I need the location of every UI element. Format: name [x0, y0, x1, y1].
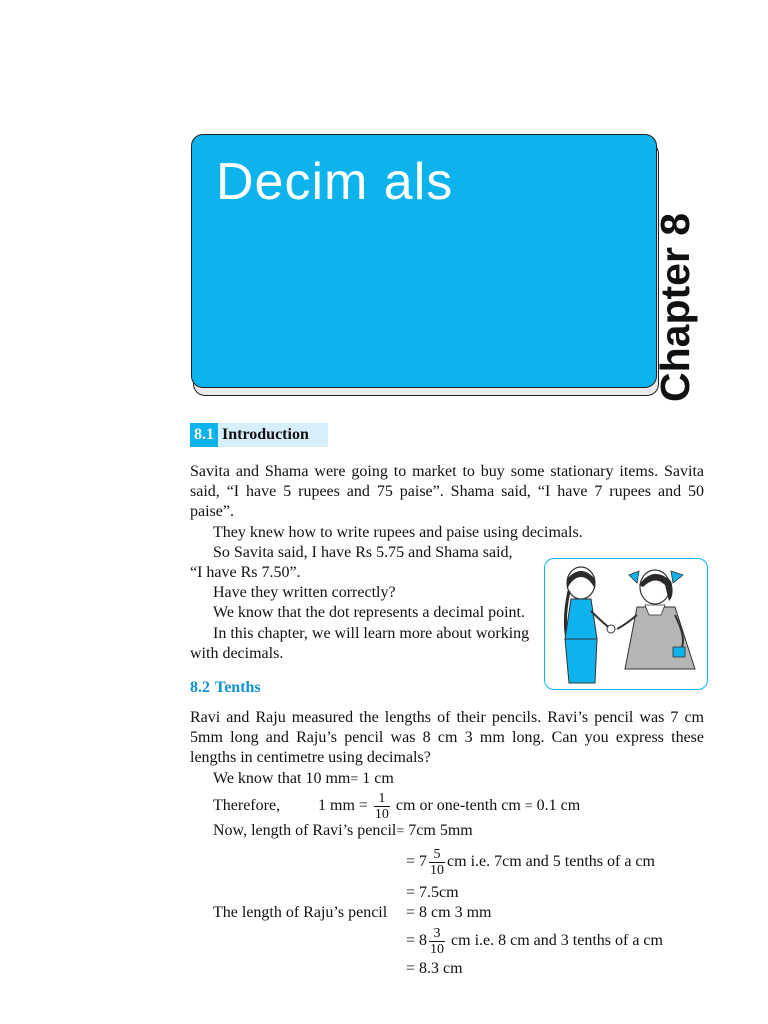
math-text: = 7: [406, 853, 428, 870]
math-line: [406, 922, 663, 960]
chapter-number-label: Chapter 8: [652, 212, 698, 402]
intro-line: with decimals.: [190, 645, 284, 662]
section-number: 8.1: [190, 423, 218, 447]
section-title: Introduction: [222, 426, 309, 443]
math-text: cm i.e. 8 cm and 3 tenths of a cm: [447, 932, 663, 949]
math-text: 1 mm =: [318, 797, 368, 814]
math-line: = 8.3 cm: [406, 960, 463, 977]
math-text: 7cm 5mm: [404, 822, 473, 839]
two-girls-illustration-icon: [545, 559, 707, 689]
math-line: [213, 821, 473, 842]
math-text: 0.1 cm: [532, 797, 581, 814]
chapter-title: Decim als: [216, 153, 454, 211]
math-line: = 8 cm 3 mm: [406, 904, 492, 921]
fraction-five-tenths: [429, 847, 445, 878]
fraction-numerator: 3: [429, 926, 445, 942]
math-line: = 7.5cm: [406, 884, 459, 901]
intro-paragraph: Savita and Shama were going to market to buy some stationary items. Savita said, “I have 5 rupees and 75 paise”. Shama said, “I have 7 rupees and 50 paise”.: [190, 463, 704, 520]
fraction-one-tenth: [374, 791, 390, 822]
intro-line: Have they written correctly?: [213, 584, 396, 601]
math-line: [406, 843, 655, 881]
intro-line: So Savita said, I have Rs 5.75 and Shama said,: [213, 544, 513, 561]
fraction-numerator: 5: [429, 847, 445, 863]
equals-sign: =: [524, 799, 533, 814]
section-number: 8.2: [190, 679, 210, 696]
math-text: 1 cm: [358, 770, 394, 787]
fraction-denominator: 10: [430, 862, 445, 878]
math-text: Now, length of Ravi’s pencil: [213, 822, 397, 839]
intro-line: In this chapter, we will learn more about working: [213, 625, 530, 642]
fraction-denominator: 10: [430, 941, 445, 957]
section-heading-tenths: [190, 679, 261, 697]
intro-line: They knew how to write rupees and paise using decimals.: [213, 524, 583, 541]
math-line: The length of Raju’s pencil: [213, 904, 388, 921]
math-text: We know that 10 mm: [213, 770, 351, 787]
intro-line: We know that the dot represents a decimal point.: [213, 604, 525, 621]
equals-sign: =: [350, 772, 359, 787]
two-girls-illustration: [544, 558, 708, 690]
section-heading-introduction: [190, 423, 328, 447]
tenths-paragraph: Ravi and Raju measured the lengths of their pencils. Ravi’s pencil was 7 cm 5mm long and Raju’s pencil was 8 cm 3 mm long. Can you express these lengths in centimetre using decimals?: [190, 709, 704, 766]
section-title: Tenths: [215, 679, 261, 696]
intro-line: “I have Rs 7.50”.: [190, 564, 301, 581]
math-text: Therefore,: [213, 797, 281, 814]
math-line: [213, 796, 280, 816]
fraction-denominator: 10: [374, 806, 389, 822]
fraction-numerator: 1: [374, 791, 390, 807]
math-text: cm or one-tenth cm: [391, 797, 521, 814]
math-text: cm i.e. 7cm and 5 tenths of a cm: [447, 853, 655, 870]
math-text: = 8: [406, 932, 428, 949]
fraction-three-tenths: [429, 926, 445, 957]
equals-sign: =: [396, 824, 405, 839]
